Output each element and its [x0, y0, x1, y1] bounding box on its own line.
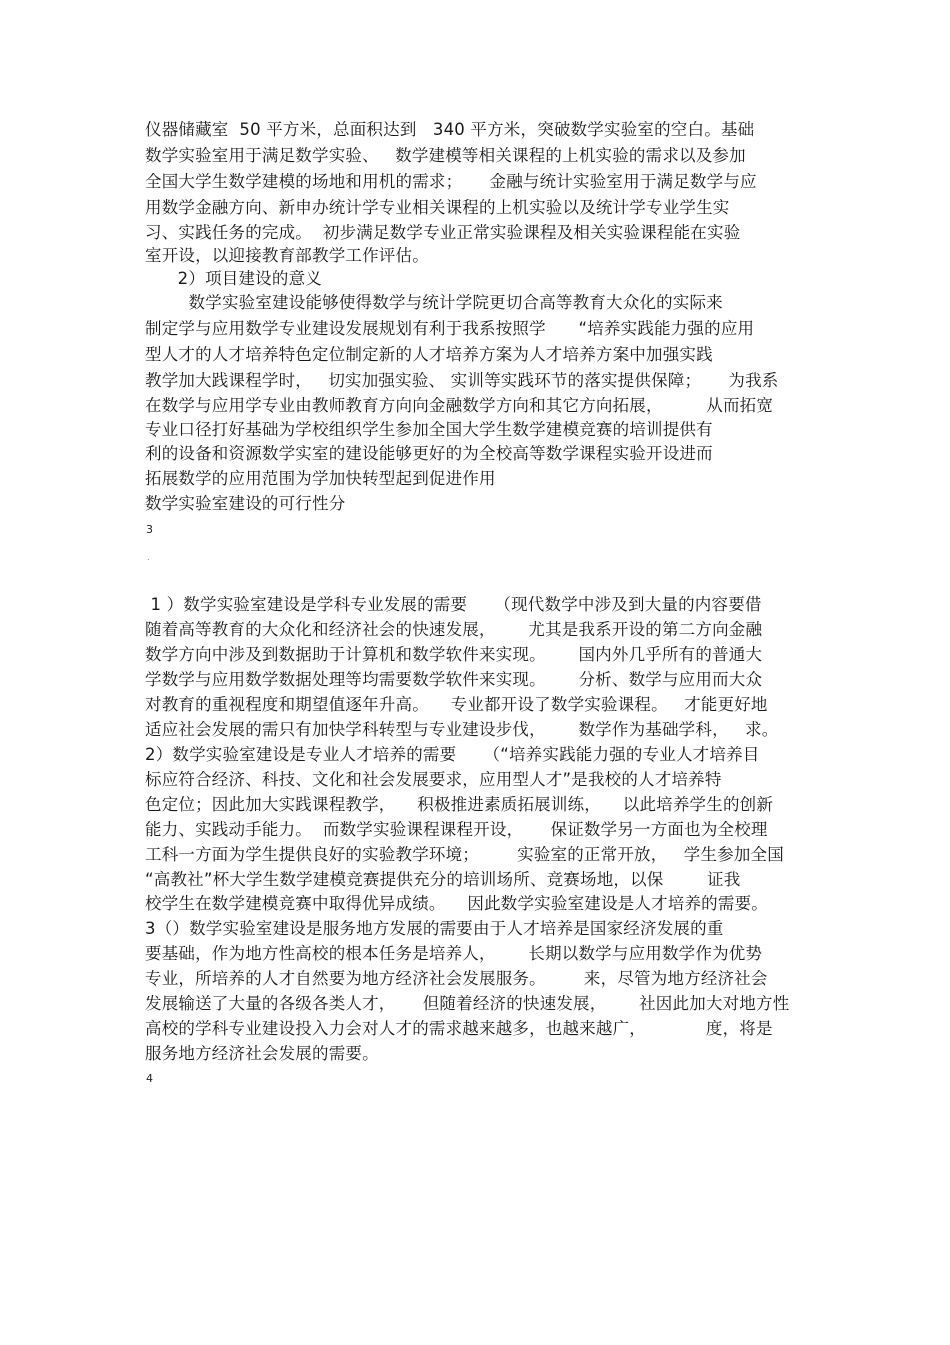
text-line: 发展输送了大量的各级各类人才， 但随着经济的快速发展， 社因此加大对地方性	[145, 994, 790, 1013]
text-line: 3（）数学实验室建设是服务地方发展的需要由于人才培养是国家经济发展的重	[145, 919, 724, 938]
text-line: 拓展数学的应用范围为学加快转型起到促进作用	[145, 469, 496, 488]
text-line: 专业，所培养的人才自然要为地方经济社会发展服务。 来，尽管为地方经济社会	[145, 969, 768, 988]
page-separator-mark: .	[147, 553, 150, 562]
text-line: 数学实验室用于满足数学实验、 数学建模等相关课程的上机实验的需求以及参加	[145, 146, 746, 165]
text-line: 随着高等教育的大众化和经济社会的快速发展， 尤其是我系开设的第二方向金融	[145, 620, 763, 639]
page-number: 3	[146, 523, 153, 536]
page-number: 4	[146, 1072, 153, 1085]
text-line: 高校的学科专业建设投入力会对人才的需求越来越多，也越来越广， 度，将是	[145, 1019, 773, 1038]
text-line: 数学方向中涉及到数据助于计算机和数学软件来实现。 国内外几乎所有的普通大	[145, 645, 763, 664]
text-line: 要基础，作为地方性高校的根本任务是培养人， 长期以数学与应用数学作为优势	[145, 944, 763, 963]
text-line: 适应社会发展的需只有加快学科转型与专业建设步伐， 数学作为基础学科， 求。	[145, 720, 779, 739]
text-line: 型人才的人才培养特色定位制定新的人才培养方案为人才培养方案中加强实践	[145, 345, 713, 364]
text-line: 工科一方面为学生提供良好的实验教学环境； 实验室的正常开放， 学生参加全国	[145, 845, 784, 864]
text-line: 1 ）数学实验室建设是学科专业发展的需要 （现代数学中涉及到大量的内容要借	[145, 595, 762, 614]
text-line: 学数学与应用数学数据处理等均需要数学软件来实现。 分析、数学与应用而大众	[145, 670, 763, 689]
text-line: 色定位；因此加大实践课程教学， 积极推进素质拓展训练， 以此培养学生的创新	[145, 795, 774, 814]
text-line: 利的设备和资源数学实室的建设能够更好的为全校高等数学课程实验开设进而	[145, 444, 713, 463]
text-line: 在数学与应用学专业由教师教育方向向金融数学方向和其它方向拓展， 从而拓宽	[145, 396, 774, 415]
text-line: 教学加大践课程学时， 切实加强实验、 实训等实践环节的落实提供保障； 为我系	[145, 371, 779, 390]
text-line: 能力、实践动手能力。 而数学实验课程课程开设， 保证数学另一方面也为全校理	[145, 820, 768, 839]
text-line: 用数学金融方向、新申办统计学专业相关课程的上机实验以及统计学专业学生实	[145, 198, 730, 217]
text-line: 标应符合经济、科技、文化和社会发展要求，应用型人才”是我校的人才培养特	[145, 770, 722, 789]
text-line: 数学实验室建设能够使得数学与统计学院更切合高等教育大众化的实际来	[145, 293, 723, 312]
text-line: “高教社”杯大学生数学建模竞赛提供充分的培训场所、竞赛场地，以保 证我	[145, 870, 741, 889]
text-line: 习、实践任务的完成。 初步满足数学专业正常实验课程及相关实验课程能在实验	[145, 223, 741, 242]
text-line: 服务地方经济社会发展的需要。	[145, 1044, 379, 1063]
text-line: 仪器储藏室 50 平方米，总面积达到 340 平方米，突破数学实验室的空白。基础	[145, 120, 755, 139]
text-line: 对教育的重视程度和期望值逐年升高。 专业都开设了数学实验课程。 才能更好地	[145, 695, 768, 714]
text-line: 专业口径打好基础为学校组织学生参加全国大学生数学建模竞赛的培训提供有	[145, 420, 713, 439]
text-line: 全国大学生数学建模的场地和用机的需求； 金融与统计实验室用于满足数学与应	[145, 172, 757, 191]
text-line: 室开设，以迎接教育部教学工作评估。	[145, 246, 429, 265]
text-line: 2）数学实验室建设是专业人才培养的需要 （“培养实践能力强的专业人才培养目	[145, 745, 760, 764]
text-line: 校学生在数学建模竞赛中取得优异成绩。 因此数学实验室建设是人才培养的需要。	[145, 894, 768, 913]
text-line: 制定学与应用数学专业建设发展规划有利于我系按照学 “培养实践能力强的应用	[145, 319, 755, 338]
section-heading: 2）项目建设的意义	[145, 269, 322, 288]
section-heading: 数学实验室建设的可行性分	[145, 494, 346, 513]
